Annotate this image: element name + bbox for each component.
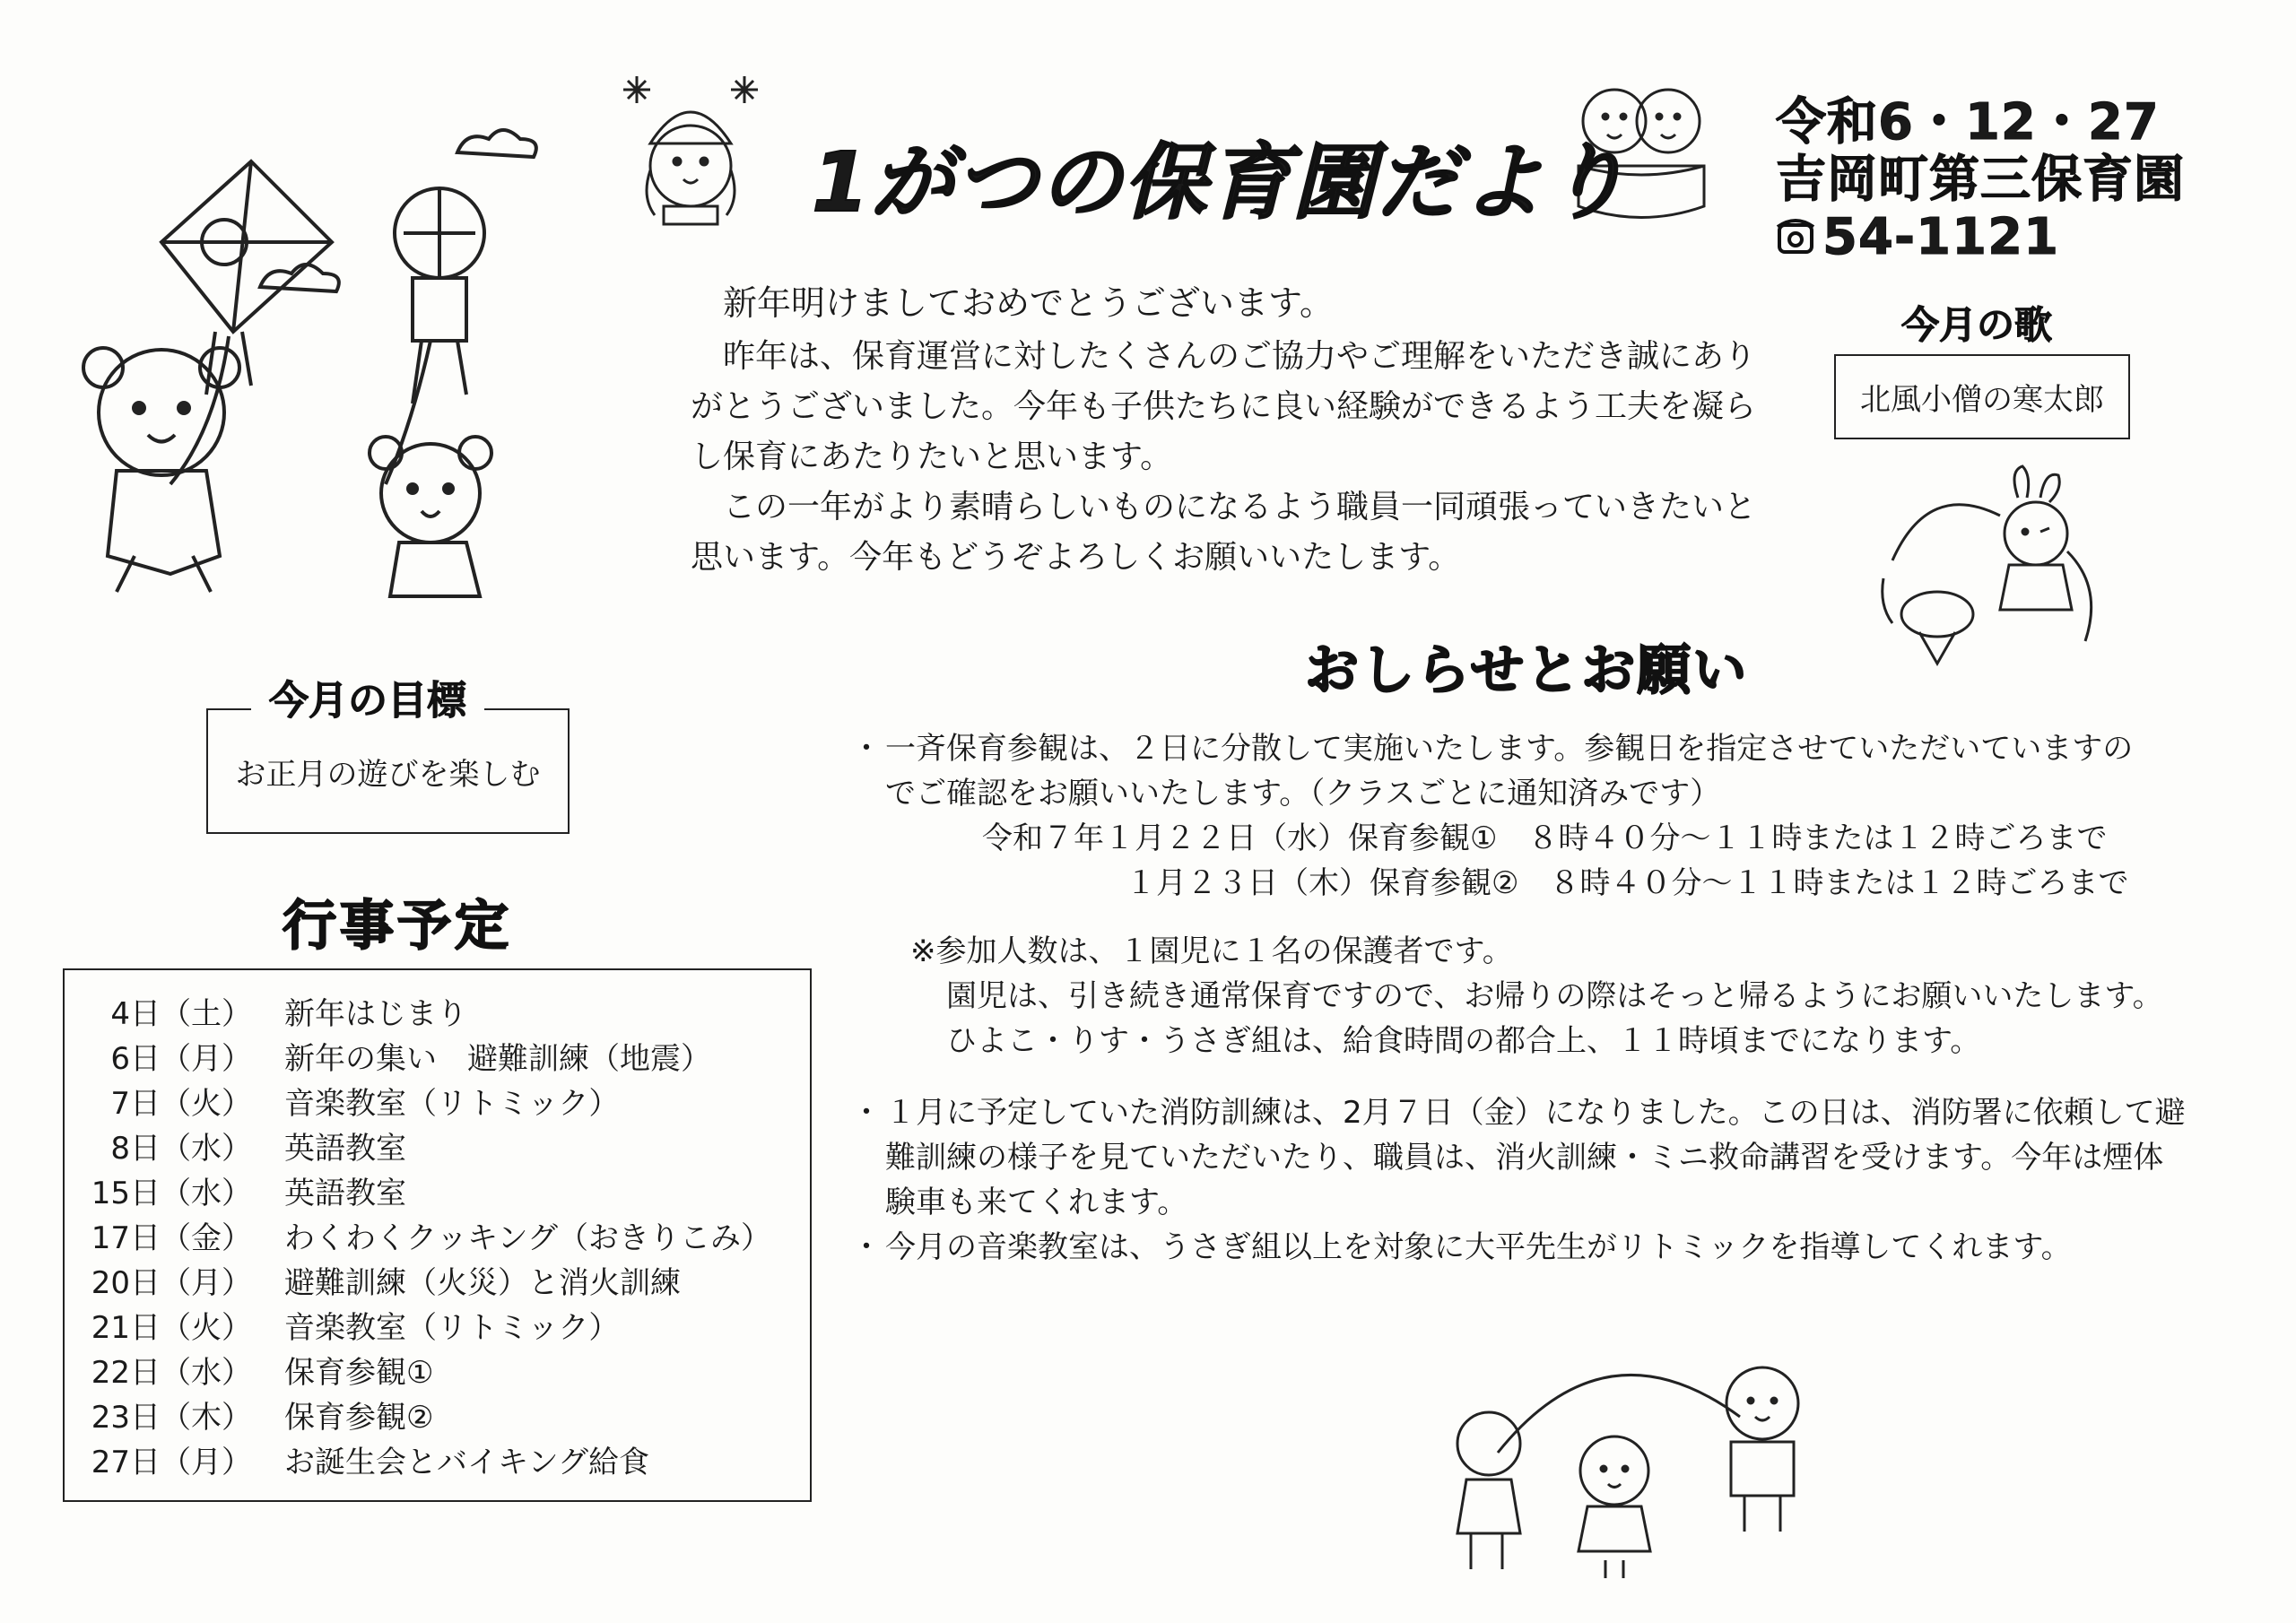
newsletter-title: 1がつの保育園だより xyxy=(812,135,1631,230)
event-name: 避難訓練（火災）と消火訓練 xyxy=(284,1264,681,1301)
note-line: ※参加人数は、１園児に１名の保護者です。 xyxy=(910,933,1513,969)
event-name: 保育参観① xyxy=(284,1354,434,1391)
event-date: 8日（水） xyxy=(110,1130,252,1167)
event-row xyxy=(65,1212,810,1257)
event-row xyxy=(65,1167,810,1212)
song-name: 北風小僧の寒太郎 xyxy=(1860,382,2104,418)
phone-number xyxy=(1776,209,2185,266)
event-date: 15日（水） xyxy=(91,1175,252,1211)
event-date: 6日（月） xyxy=(110,1040,252,1077)
notice-text: でご確認をお願いいたします。（クラスごとに通知済みです） xyxy=(885,776,1721,812)
event-row xyxy=(65,1078,810,1123)
event-name: 新年はじまり xyxy=(284,995,467,1032)
greeting-headline: 新年明けましておめでとうございます。 xyxy=(723,283,1334,323)
event-date: 23日（木） xyxy=(91,1399,252,1436)
notices-heading: おしらせとお願い xyxy=(1305,639,1749,702)
jumprope-children-illustration xyxy=(1444,1336,1866,1587)
event-row xyxy=(65,988,810,1033)
event-date: 17日（金） xyxy=(91,1219,252,1256)
event-name: 新年の集い 避難訓練（地震） xyxy=(284,1040,711,1077)
notice-item xyxy=(848,1225,2193,1270)
issue-date: 令和6・12・27 xyxy=(1776,93,2160,152)
event-date: 22日（水） xyxy=(91,1354,252,1391)
greeting-paragraph-1: 昨年は、保育運営に対したくさんのご協力やご理解をいただき誠にありがとうございました。今年も子供たちに良い経験ができるよう工夫を凝らし保育にあたりたいと思います。 xyxy=(691,338,1757,475)
event-date: 21日（火） xyxy=(91,1309,252,1346)
event-date: 4日（土） xyxy=(110,995,252,1032)
kite-bears-illustration xyxy=(36,108,556,610)
greeting-paragraph-2: この一年がより素晴らしいものになるよう職員一同頑張っていきたいと思います。今年もどうぞよろしくお願いいたします。 xyxy=(691,489,1757,576)
schedule-line: 令和７年１月２２日（水）保育参観① ８時４０分～１１時または１２時ごろまで xyxy=(982,820,2108,856)
notice-text: 今月の音楽教室は、うさぎ組以上を対象に大平先生がリトミックを指導してくれます。 xyxy=(885,1229,2072,1265)
event-name: 音楽教室（リトミック） xyxy=(284,1085,620,1122)
goal-heading: 今月の目標 xyxy=(251,668,484,725)
phone-text: 54-1121 xyxy=(1822,208,2060,266)
rabbit-top-illustration xyxy=(1874,480,2108,668)
schedule-line: １月２３日（木）保育参観② ８時４０分～１１時または１２時ごろまで xyxy=(1126,865,2129,901)
event-row xyxy=(65,1436,810,1481)
event-row xyxy=(65,1302,810,1347)
bullet: ・ xyxy=(851,731,882,767)
header-info xyxy=(1776,94,2185,266)
event-row xyxy=(65,1033,810,1078)
event-name: わくわくクッキング（おきりこみ） xyxy=(284,1219,771,1256)
goal-box xyxy=(206,708,570,834)
note-line: ひよこ・りす・うさぎ組は、給食時間の都合上、１１時頃までになります。 xyxy=(946,1023,1981,1059)
event-name: 英語教室 xyxy=(284,1130,406,1167)
bullet: ・ xyxy=(851,1095,882,1131)
event-row xyxy=(65,1123,810,1167)
phone-icon xyxy=(1776,218,1815,257)
event-name: 音楽教室（リトミック） xyxy=(284,1309,620,1346)
song-heading: 今月の歌 xyxy=(1901,303,2053,347)
note-line: 園児は、引き続き通常保育ですので、お帰りの際はそっと帰るようにお願いいたします。 xyxy=(946,978,2163,1014)
bullet: ・ xyxy=(851,1229,882,1265)
event-date: 7日（火） xyxy=(110,1085,252,1122)
events-list xyxy=(63,968,812,1502)
school-name: 吉岡町第三保育園 xyxy=(1776,151,2185,209)
events-heading: 行事予定 xyxy=(283,895,512,958)
notice-item xyxy=(848,1090,2193,1225)
event-name: 保育参観② xyxy=(284,1399,434,1436)
greeting-section xyxy=(691,278,1785,583)
notice-text: １月に予定していた消防訓練は、2月７日（金）になりました。この日は、消防署に依頼して避難訓練の様子を見ていただいたり、職員は、消火訓練・ミニ救命講習を受けます。今年は煙体験車も来てくれます。 xyxy=(885,1095,2186,1220)
event-row xyxy=(65,1257,810,1302)
event-date: 20日（月） xyxy=(91,1264,252,1301)
event-row xyxy=(65,1347,810,1392)
event-row xyxy=(65,1392,810,1436)
notice-text: 一斉保育参観は、２日に分散して実施いたします。参観日を指定させていただいていますの xyxy=(885,731,2134,767)
event-name: お誕生会とバイキング給食 xyxy=(284,1444,649,1480)
event-name: 英語教室 xyxy=(284,1175,406,1211)
notices-section xyxy=(848,726,2193,1270)
notice-note xyxy=(848,929,2193,1063)
song-box xyxy=(1834,354,2130,439)
snow-girl-illustration xyxy=(610,63,771,233)
event-date: 27日（月） xyxy=(91,1444,252,1480)
goal-text: お正月の遊びを楽しむ xyxy=(235,756,541,793)
notice-item xyxy=(848,726,2193,816)
